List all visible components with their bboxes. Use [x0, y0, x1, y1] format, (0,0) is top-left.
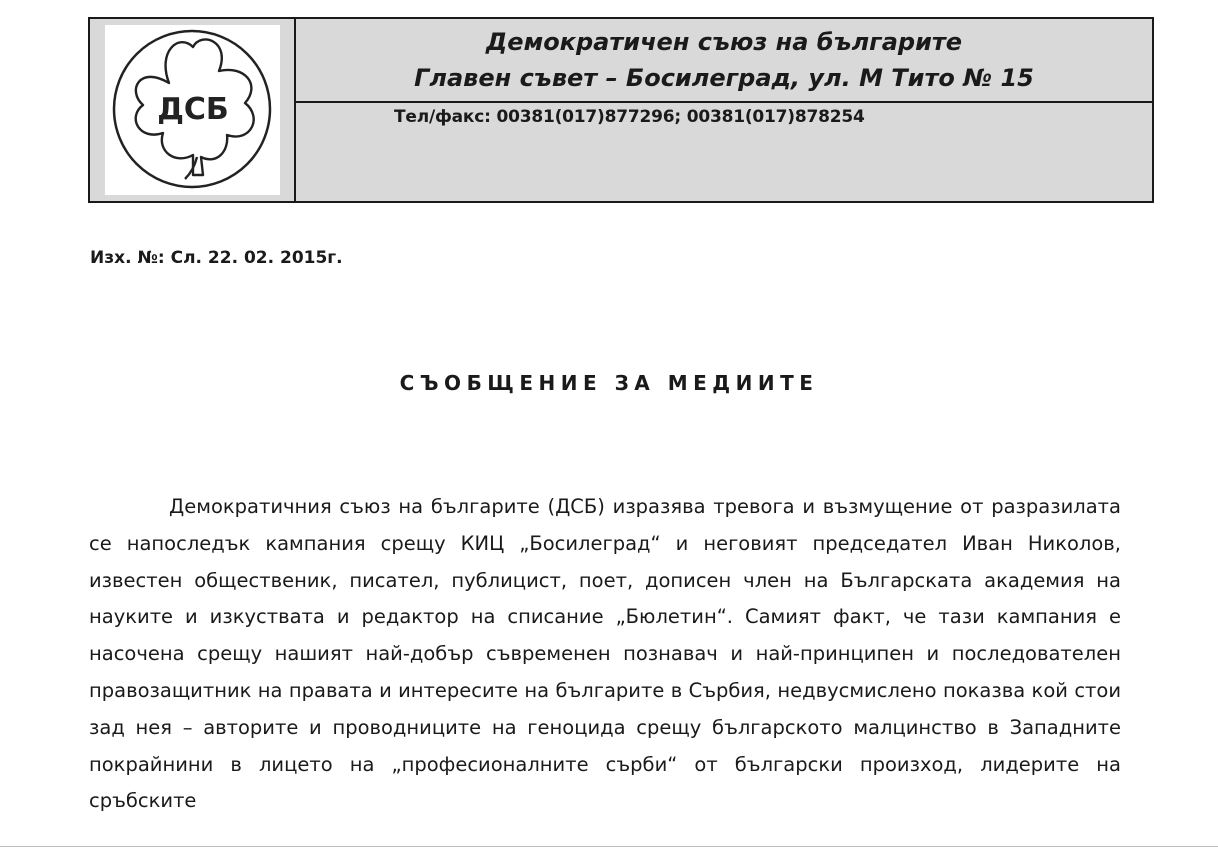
body-text	[89, 489, 1121, 820]
outgoing-number: Изх. №: Сл. 22. 02. 2015г.	[90, 248, 343, 268]
body-paragraph: Демократичния съюз на българите (ДСБ) изразява тревога и възмущение от разразилата се напоследък кампания срещу КИЦ „Босилеград“ и неговият председател Иван Николов, известен общественик, писател, публицист, поет, дописен член на Българската академия на науките и изкуствата и редактор на списание „Бюлетин“. Самият факт, че тази кампания е насочена срещу нашият най-добър съвременен познавач и най-принципен и последователен правозащитник на правата и интересите на българите в Сърбия, недвусмислено показва кой стои зад нея – авторите и проводниците на геноцида срещу българското малцинство в Западните покрайнини в лицето на „професионалните сърби“ от български произход, лидерите на сръбските	[89, 495, 1121, 813]
letterhead	[88, 17, 1154, 203]
document-title: СЪОБЩЕНИЕ ЗА МЕДИИТЕ	[399, 371, 819, 395]
logo-text: ДСБ	[157, 92, 229, 127]
page-bottom-edge	[0, 846, 1218, 847]
logo-panel	[105, 25, 280, 195]
logo-cell	[90, 19, 296, 201]
organization-address: Главен съвет – Босилеград, ул. М Тито № 15	[414, 64, 1034, 92]
header-title-cell	[296, 19, 1152, 103]
header-contact-cell	[296, 103, 1152, 201]
dsb-clover-logo-icon	[105, 25, 280, 195]
contact-phone-fax: Тел/факс: 00381(017)877296; 00381(017)878254	[394, 107, 865, 127]
organization-name: Демократичен съюз на българите	[485, 28, 963, 56]
